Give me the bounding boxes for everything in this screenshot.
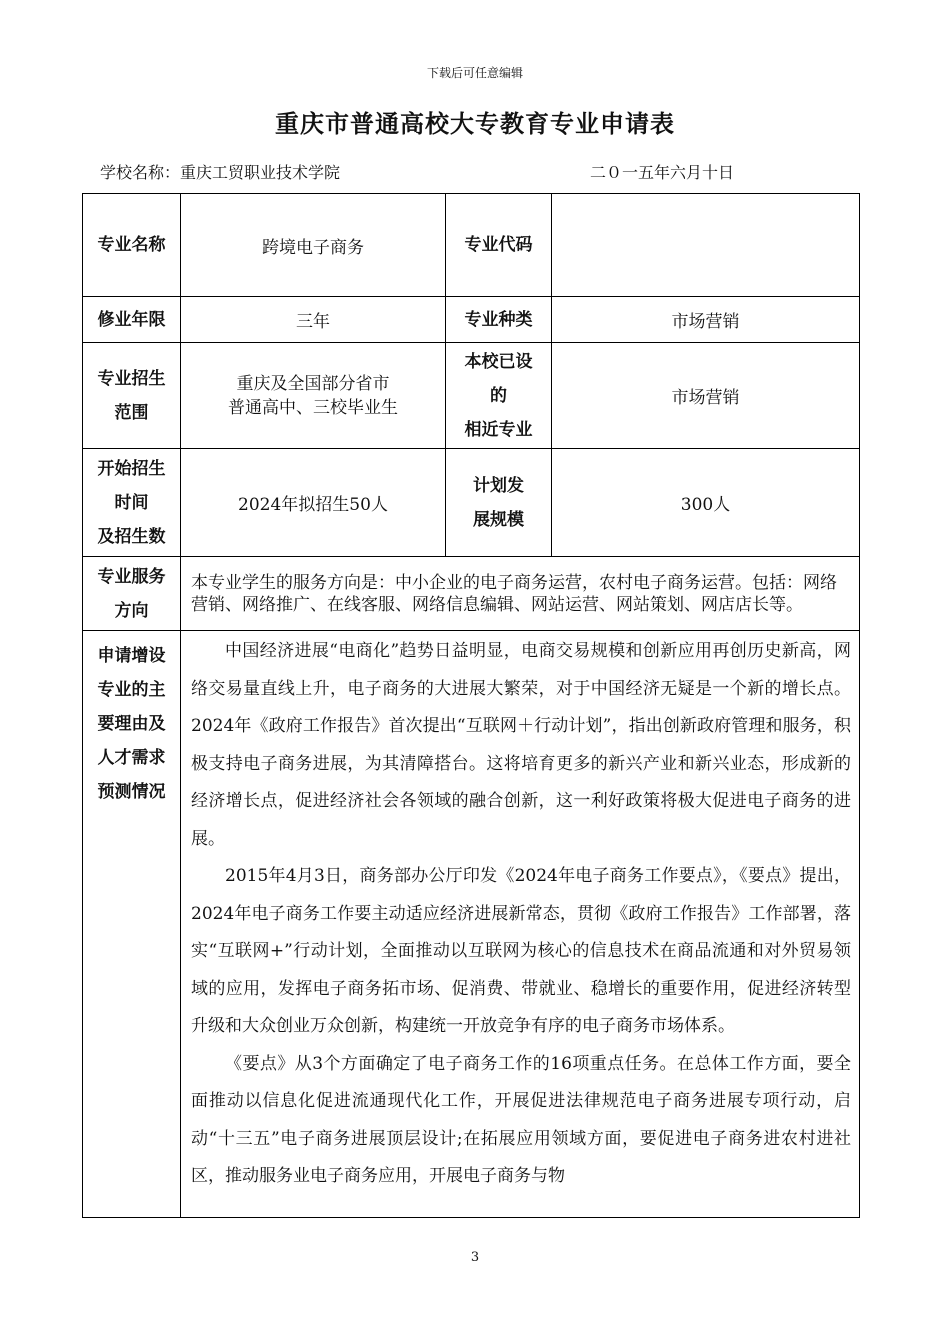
label-reasons-line-5: 预测情况 [97,782,166,802]
row-major-name [83,194,860,297]
label-related-majors-line-3: 相近专业 [464,419,533,440]
application-form-table [82,193,860,1218]
reasons-paragraph-1: 中国经济进展“电商化”趋势日益明显，电商交易规模和创新应用再创历史新高，网络交易量直线上升，电子商务的大进展大繁荣，对于中国经济无疑是一个新的增长点。2024年《政府工作报告》首次提出“互联网＋行动计划”，指出创新政府管理和服务，积极支持电子商务进展，为其清障搭台。这将培育更多的新兴产业和新兴业态，形成新的经济增长点，促进经济社会各领域的融合创新，这一利好政策将极大促进电子商务的进展。 [191,641,851,849]
label-major-category: 专业种类 [446,297,552,343]
date-line: 二０一五年六月十日 [590,163,735,182]
reasons-paragraph-3: 《要点》从3个方面确定了电子商务工作的16项重点任务。在总体工作方面，要全面推动以信息化促进流通现代化工作，开展促进法律规范电子商务进展专项行动，启动“十三五”电子商务进展顶层设计;在拓展应用领域方面，要促进电子商务进农村进社区，推动服务业电子商务应用，开展电子商务与物 [191,1053,851,1186]
row-study-years [83,297,860,343]
value-service-direction [181,557,860,631]
label-enrollment-range-line-2: 范围 [114,402,149,423]
reasons-paragraph-2: 2015年4月3日，商务部办公厅印发《2024年电子商务工作要点》，《要点》提出，2024年电子商务工作要主动适应经济进展新常态，贯彻《政府工作报告》工作部署，落实“互联网+”行动计划，全面推动以互联网为核心的信息技术在商品流通和对外贸易领域的应用，发挥电子商务拓市场、促消费、带就业、稳增长的重要作用，促进经济转型升级和大众创业万众创新，构建统一开放竞争有序的电子商务市场体系。 [191,866,851,1036]
label-enrollment-range [83,343,181,449]
label-enrollment-start-line-2: 时间 [114,492,149,513]
label-service-direction-line-1: 专业服务 [97,566,166,587]
label-related-majors [446,343,552,449]
label-enrollment-range-line-1: 专业招生 [97,368,166,389]
value-major-code [552,194,860,297]
value-reasons [181,631,860,1218]
value-major-category: 市场营销 [552,297,860,343]
label-reasons-line-1: 申请增设 [97,646,166,666]
label-service-direction [83,557,181,631]
label-major-code: 专业代码 [446,194,552,297]
row-enrollment-range [83,343,860,449]
label-reasons-line-4: 人才需求 [97,748,166,768]
label-reasons-line-2: 专业的主 [97,680,166,700]
reasons-body [181,631,859,1196]
school-name-line: 学校名称：重庆工贸职业技术学院 [100,163,341,182]
value-related-majors: 市场营销 [552,343,860,449]
label-related-majors-line-1: 本校已设 [464,351,533,372]
value-enrollment-range-line-1: 重庆及全国部分省市 [236,373,390,394]
label-enrollment-start-line-3: 及招生数 [97,526,166,547]
label-major-name: 专业名称 [83,194,181,297]
service-direction-text: 本专业学生的服务方向是：中小企业的电子商务运营，农村电子商务运营。包括：网络营销、网络推广、在线客服、网络信息编辑、网站运营、网站策划、网店店长等。 [191,572,837,615]
value-planned-scale: 300人 [552,449,860,557]
page-number: 3 [470,1250,480,1265]
label-planned-scale-line-1: 计划发 [473,475,524,496]
label-service-direction-line-2: 方向 [114,600,149,621]
row-reasons [83,631,860,1218]
value-major-name: 跨境电子商务 [181,194,446,297]
value-enrollment-range-line-2: 普通高中、三校毕业生 [228,397,398,418]
label-enrollment-start [83,449,181,557]
label-study-years: 修业年限 [83,297,181,343]
label-reasons [83,631,181,1218]
label-planned-scale-line-2: 展规模 [473,509,524,530]
value-study-years: 三年 [181,297,446,343]
label-reasons-line-3: 要理由及 [97,714,166,734]
document-title: 重庆市普通高校大专教育专业申请表 [275,109,675,138]
label-related-majors-line-2: 的 [490,385,507,406]
row-enrollment-start [83,449,860,557]
label-planned-scale [446,449,552,557]
value-enrollment-range [181,343,446,449]
row-service-direction [83,557,860,631]
header-note: 下载后可任意编辑 [426,66,523,80]
label-enrollment-start-line-1: 开始招生 [97,458,166,479]
value-enrollment-start: 2024年拟招生50人 [181,449,446,557]
